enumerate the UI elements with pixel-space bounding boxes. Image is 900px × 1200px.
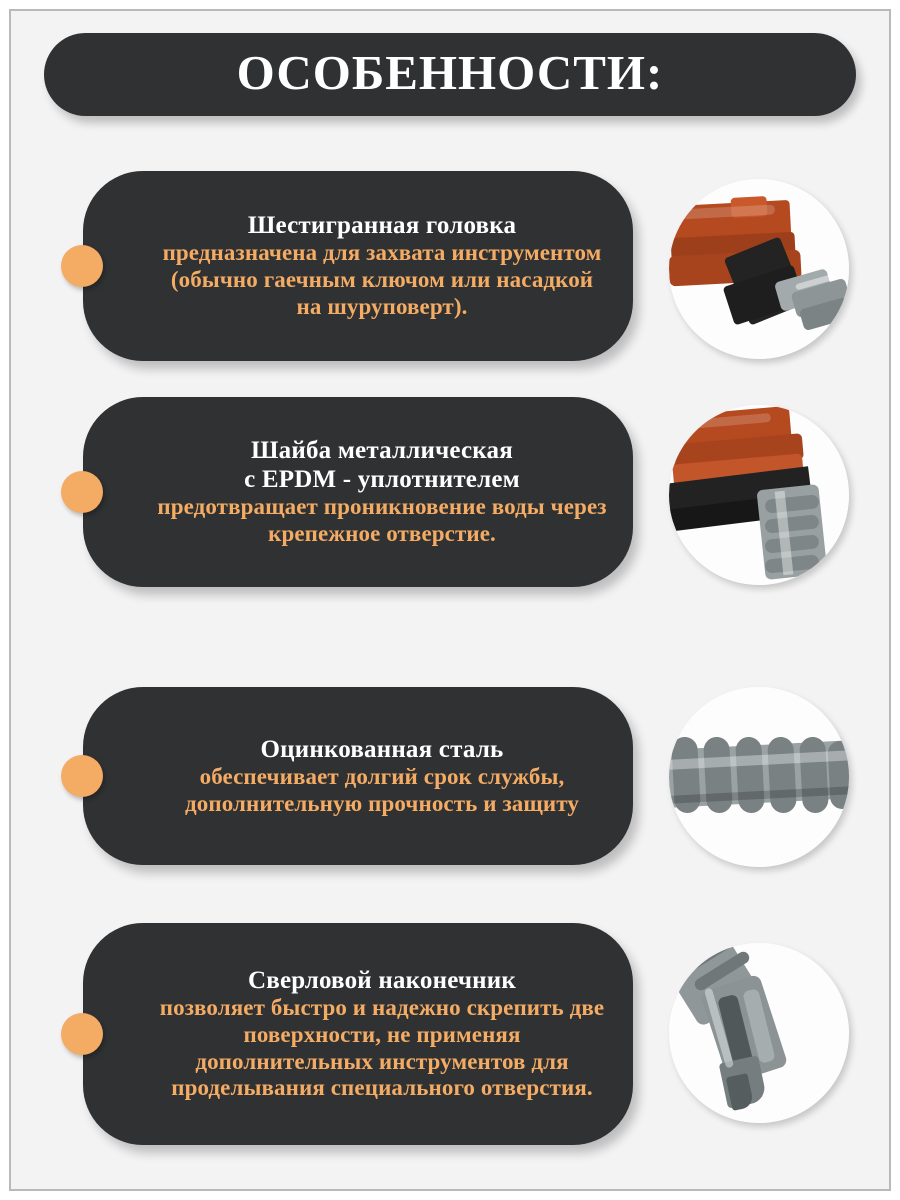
epdm-washer-photo [669, 405, 849, 585]
bullet-icon-3 [61, 755, 103, 797]
feature-row-epdm-washer [11, 397, 889, 593]
page-border [9, 9, 891, 1191]
header-pill [44, 33, 856, 116]
bullet-icon-4 [61, 1013, 103, 1055]
feature-body-2: предотвращает проникновение воды через крепежное отверстие. [157, 494, 607, 546]
feature-heading-1: Шестигранная головка [247, 212, 517, 240]
feature-heading-3: Оцинкованная сталь [260, 735, 504, 763]
feature-heading-2b: с EPDM - уплотнителем [244, 466, 520, 494]
feature-card-drill-tip [83, 923, 633, 1145]
feature-row-drill-tip [11, 923, 889, 1153]
feature-body-1: предназначена для захвата инструментом (обычно гаечным ключом или насадкой на шуруповерт). [162, 240, 602, 319]
bullet-icon-2 [61, 471, 103, 513]
feature-heading-2: Шайба металлическая [251, 437, 513, 465]
hex-head-photo [669, 179, 849, 359]
feature-card-galvanized-steel [83, 687, 633, 865]
feature-body-3: обеспечивает долгий срок службы, дополнительную прочность и защиту [185, 763, 579, 816]
feature-card-hex-head [83, 171, 633, 361]
drill-tip-photo [669, 943, 849, 1123]
galvanized-thread-photo [669, 687, 849, 867]
feature-body-4: позволяет быстро и надежно скрепить две поверхности, не применяя дополнительных инструментов для проделывания специального отверстия. [159, 995, 605, 1101]
header [11, 33, 889, 116]
bullet-icon-1 [61, 245, 103, 287]
feature-heading-4: Сверловой наконечник [248, 967, 516, 995]
feature-row-galvanized-steel [11, 687, 889, 877]
feature-card-epdm-washer [83, 397, 633, 587]
feature-row-hex-head [11, 171, 889, 367]
page-title: ОСОБЕННОСТИ: [236, 45, 664, 100]
